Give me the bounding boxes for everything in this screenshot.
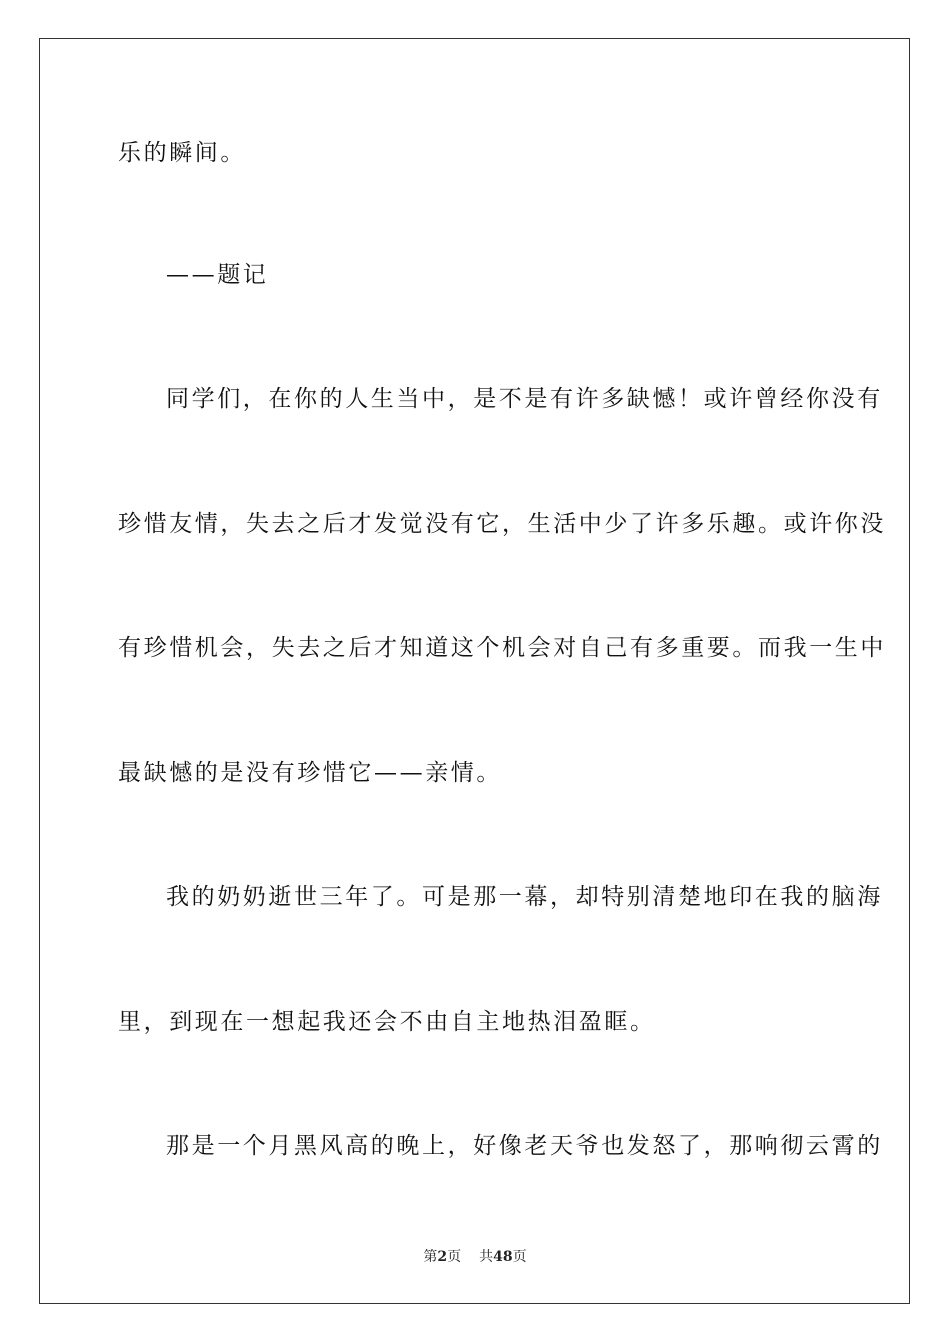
text-line-7: 我的奶奶逝世三年了。可是那一幕，却特别清楚地印在我的脑海: [166, 884, 883, 910]
text-line-8: 里，到现在一想起我还会不由自主地热泪盈眶。: [118, 1009, 656, 1035]
footer-page-prefix: 第: [423, 1249, 438, 1265]
footer-current-page: 2: [437, 1249, 448, 1265]
footer-total-prefix: 共: [479, 1249, 494, 1265]
text-line-5: 有珍惜机会，失去之后才知道这个机会对自己有多重要。而我一生中: [118, 635, 886, 661]
text-line-9: 那是一个月黑风高的晚上，好像老天爷也发怒了，那响彻云霄的: [166, 1133, 883, 1159]
footer-total-unit: 页: [512, 1249, 527, 1265]
text-line-6: 最缺憾的是没有珍惜它——亲情。: [118, 760, 502, 786]
footer-total-pages: 48: [493, 1249, 513, 1265]
text-line-4: 珍惜友情，失去之后才发觉没有它，生活中少了许多乐趣。或许你没: [118, 511, 886, 537]
page-border: [39, 38, 910, 1304]
footer-page-unit: 页: [447, 1249, 462, 1265]
page-footer: [0, 1248, 950, 1266]
text-line-2: ——题记: [166, 262, 269, 288]
text-line-1: 乐的瞬间。: [118, 140, 246, 166]
text-line-3: 同学们，在你的人生当中，是不是有许多缺憾！或许曾经你没有: [166, 386, 883, 412]
